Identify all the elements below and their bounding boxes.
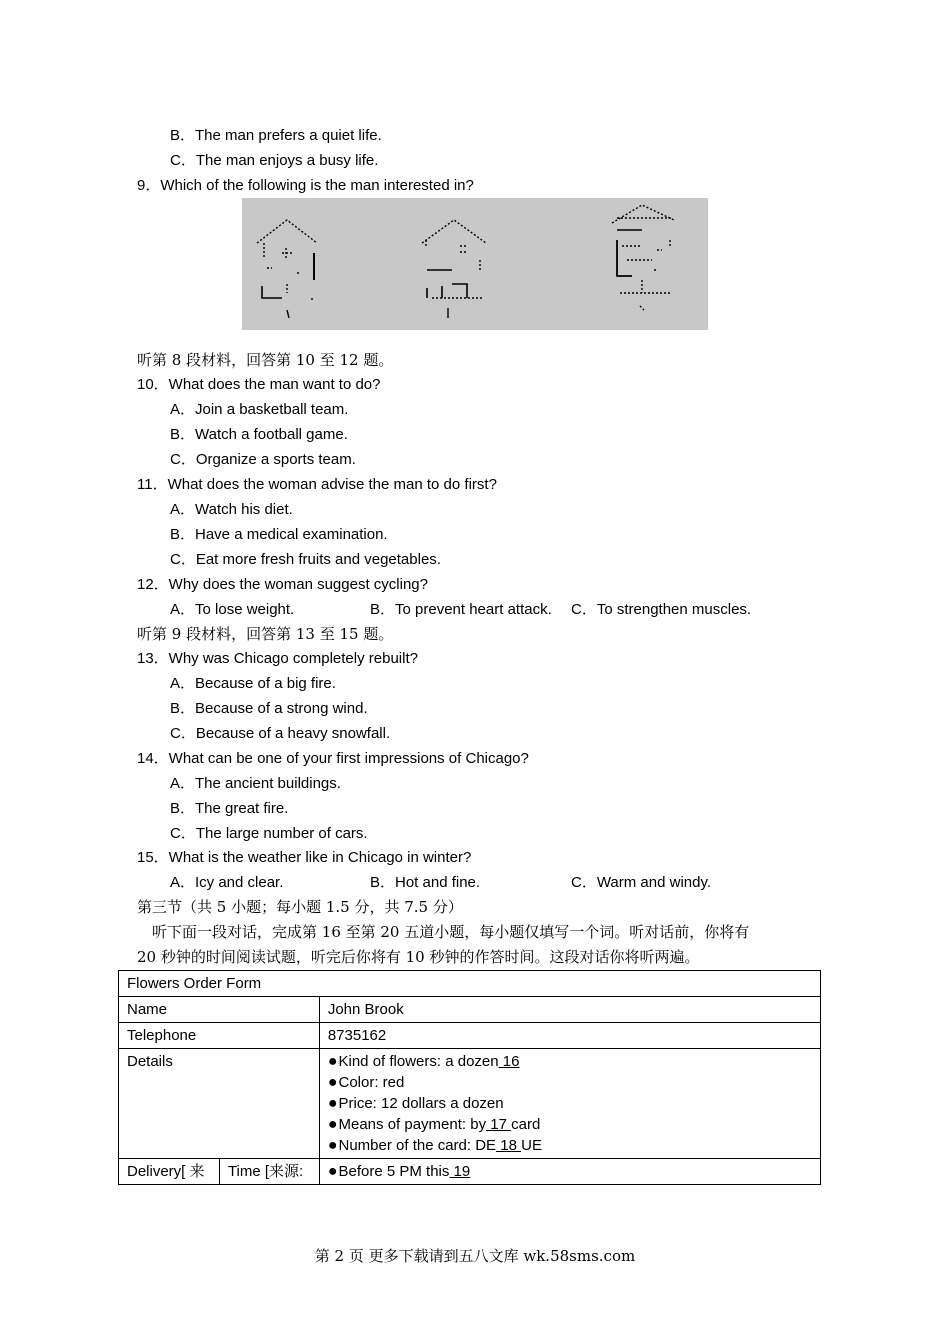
part3-instruction-line2: 20 秒钟的时间阅读试题，听完后你将有 10 秒钟的作答时间。这段对话你将听两遍。 xyxy=(137,948,700,966)
q13-question: 13．Why was Chicago completely rebuilt? xyxy=(137,650,418,667)
q15-option-b: B．Hot and fine. xyxy=(370,874,481,891)
detail-kind-text: Kind of flowers: a dozen xyxy=(338,1053,499,1070)
detail-card-text: Number of the card: DE xyxy=(338,1137,497,1154)
q10-option-a: A．Join a basketball team. xyxy=(170,401,349,418)
delivery-label: Delivery[ 来 xyxy=(119,1159,220,1185)
delivery-time-text: Before 5 PM this xyxy=(338,1163,450,1180)
q14-question: 14．What can be one of your first impressions of Chicago? xyxy=(137,750,529,767)
q15-options xyxy=(170,873,810,893)
telephone-label: Telephone xyxy=(119,1023,320,1049)
name-value: John Brook xyxy=(319,997,820,1023)
q12-question: 12．Why does the woman suggest cycling? xyxy=(137,576,428,593)
q9-question: 9．Which of the following is the man interested in? xyxy=(137,177,474,194)
blank-16: 16 xyxy=(498,1053,520,1070)
q8-option-b: B．The man prefers a quiet life. xyxy=(170,127,382,144)
details-cell xyxy=(319,1049,820,1159)
delivery-time-cell xyxy=(319,1159,820,1185)
q15-option-c: C．Warm and windy. xyxy=(571,874,712,891)
q12-option-a: A．To lose weight. xyxy=(170,601,295,618)
q11-option-a: A．Watch his diet. xyxy=(170,501,293,518)
q14-option-b: B．The great fire. xyxy=(170,800,289,817)
detail-card-suffix: UE xyxy=(521,1137,542,1154)
q12-option-c: C．To strengthen muscles. xyxy=(571,601,752,618)
bullet-icon: ● xyxy=(327,1053,338,1070)
blank-18: 18 xyxy=(496,1137,522,1154)
q10-option-c: C．Organize a sports team. xyxy=(170,451,356,468)
bullet-icon: ● xyxy=(327,1095,338,1112)
detail-color xyxy=(328,1072,812,1093)
telephone-value: 8735162 xyxy=(319,1023,820,1049)
detail-price-text: Price: 12 dollars a dozen xyxy=(338,1095,504,1112)
detail-payment-suffix: card xyxy=(511,1116,541,1133)
detail-payment-text: Means of payment: by xyxy=(338,1116,487,1133)
q12-options xyxy=(170,600,810,620)
section8-header: 听第 8 段材料，回答第 10 至 12 题。 xyxy=(137,351,394,369)
blank-19: 19 xyxy=(449,1163,471,1180)
bullet-icon: ● xyxy=(327,1116,338,1133)
detail-color-text: Color: red xyxy=(338,1074,405,1091)
flowers-order-form xyxy=(118,970,821,1185)
q14-option-a: A．The ancient buildings. xyxy=(170,775,341,792)
q13-option-b: B．Because of a strong wind. xyxy=(170,700,368,717)
section9-header: 听第 9 段材料，回答第 13 至 15 题。 xyxy=(137,625,394,643)
form-title: Flowers Order Form xyxy=(119,971,821,997)
detail-price xyxy=(328,1093,812,1114)
bullet-icon: ● xyxy=(327,1163,338,1180)
part3-instruction-line1: 听下面一段对话，完成第 16 至第 20 五道小题，每小题仅填写一个词。听对话前，你将有 xyxy=(152,923,750,941)
detail-payment xyxy=(328,1114,812,1135)
house-images xyxy=(242,198,708,330)
detail-card-number xyxy=(328,1135,812,1156)
detail-kind xyxy=(328,1051,812,1072)
house-drawings-illustration xyxy=(242,198,708,330)
blank-17: 17 xyxy=(486,1116,512,1133)
bullet-icon: ● xyxy=(327,1074,338,1091)
part3-title: 第三节（共 5 小题；每小题 1.5 分，共 7.5 分） xyxy=(137,898,463,916)
q12-option-b: B．To prevent heart attack. xyxy=(370,601,552,618)
q8-option-c: C．The man enjoys a busy life. xyxy=(170,152,379,169)
q11-option-c: C．Eat more fresh fruits and vegetables. xyxy=(170,551,441,568)
q13-option-c: C．Because of a heavy snowfall. xyxy=(170,725,391,742)
time-label: Time [来源: xyxy=(219,1159,319,1185)
q10-question: 10．What does the man want to do? xyxy=(137,376,381,393)
q11-question: 11．What does the woman advise the man to do first? xyxy=(137,476,497,493)
q14-option-c: C．The large number of cars. xyxy=(170,825,368,842)
q11-option-b: B．Have a medical examination. xyxy=(170,526,388,543)
q15-question: 15．What is the weather like in Chicago in winter? xyxy=(137,849,472,866)
q15-option-a: A．Icy and clear. xyxy=(170,874,284,891)
bullet-icon: ● xyxy=(327,1137,338,1154)
page-footer: 第 2 页 更多下载请到五八文库 wk.58sms.com xyxy=(314,1247,636,1265)
q10-option-b: B．Watch a football game. xyxy=(170,426,348,443)
name-label: Name xyxy=(119,997,320,1023)
q13-option-a: A．Because of a big fire. xyxy=(170,675,336,692)
details-label: Details xyxy=(119,1049,320,1159)
